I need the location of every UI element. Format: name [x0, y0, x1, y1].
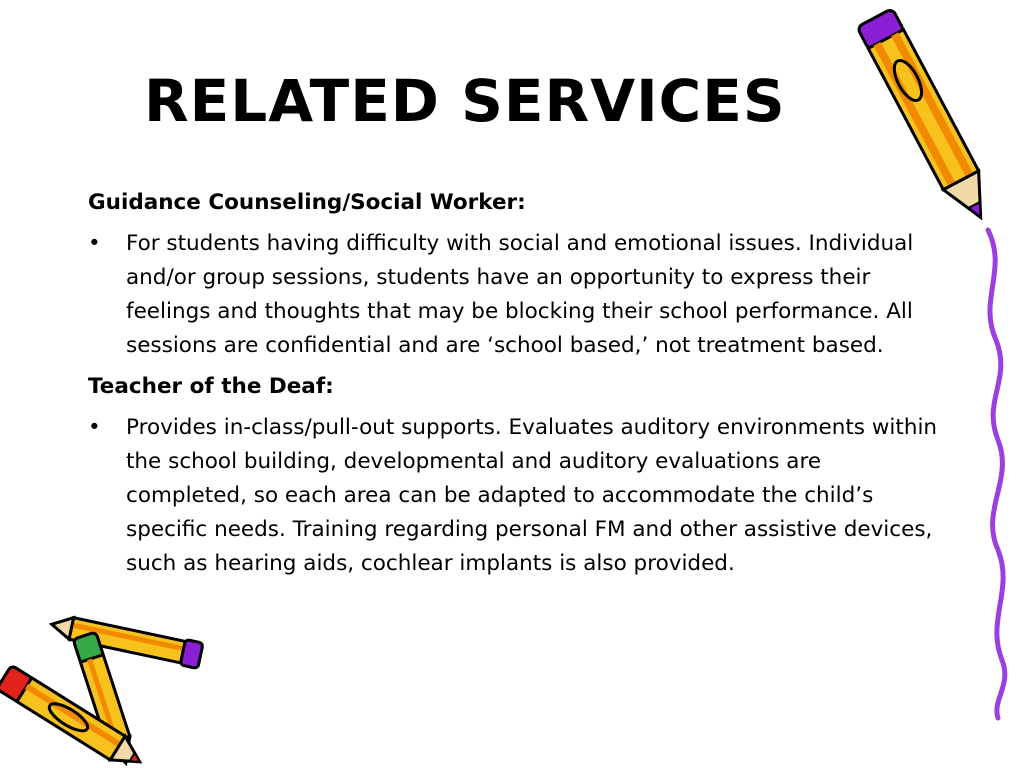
squiggle-line-icon: [968, 230, 1024, 720]
section-heading-guidance: Guidance Counseling/Social Worker:: [88, 190, 526, 215]
bullet-text-guidance: For students having difficulty with social and emotional issues. Individual and/or group sessions, students have an opportunity to express their feelings and thoughts that may be blocking their school performance. All sessions are confidential and are ‘school based,’ not treatment based.: [126, 231, 914, 358]
section-heading-teacher-deaf: Teacher of the Deaf:: [88, 374, 334, 399]
pencil-icon: [850, 0, 1010, 245]
bullet-marker: •: [88, 415, 101, 440]
slide-title: RELATED SERVICES: [144, 67, 786, 135]
bullet-text-teacher-deaf: Provides in-class/pull-out supports. Evaluates auditory environments within the school building, developmental and auditory evaluations are completed, so each area can be adapted to accommodate the child’s specific needs. Training regarding personal FM and other assistive devices, such as hearing aids, cochlear implants is also provided.: [126, 415, 938, 576]
bullet-item-guidance: [88, 227, 940, 363]
bullet-item-teacher-deaf: [88, 411, 940, 581]
slide-body: [88, 186, 940, 588]
pencils-icon: [0, 612, 210, 768]
bullet-marker: •: [88, 231, 101, 256]
